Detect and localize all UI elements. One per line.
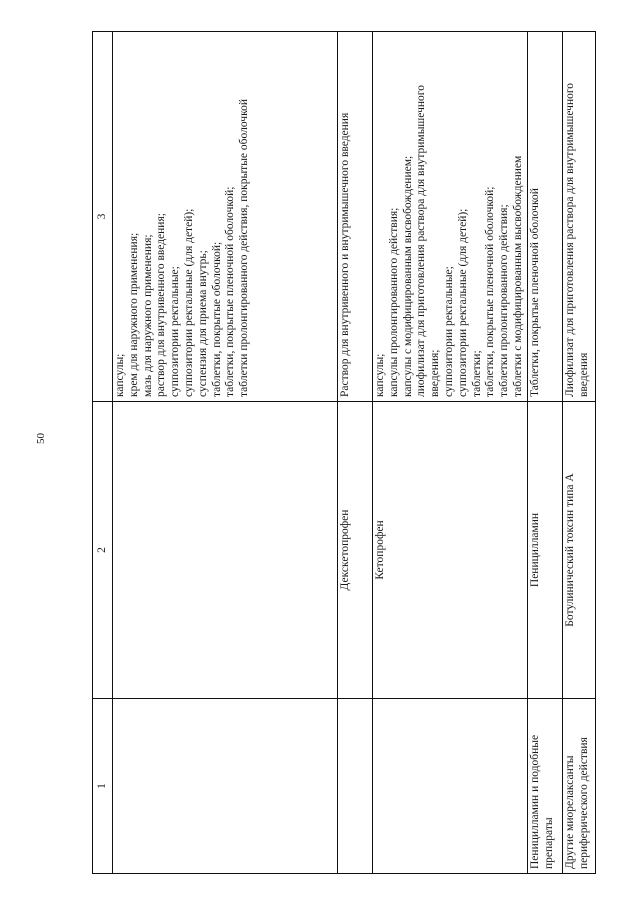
header-col-3: 3 (93, 32, 113, 402)
dosage-form: суппозитории ректальные; (169, 266, 182, 397)
header-col-1: 1 (93, 699, 113, 874)
table-row (373, 32, 528, 874)
dosage-form: крем для наружного применения; (127, 232, 140, 397)
dosage-form: Лиофилизат для приготовления раствора для внутримышечного введения (563, 82, 590, 397)
dosage-form: суппозитории ректальные (для детей); (182, 208, 195, 397)
dosage-form: капсулы пролонгированного действия; (387, 207, 400, 397)
dosage-form: суспензия для приема внутрь; (196, 250, 209, 397)
drug-name-cell (113, 402, 338, 699)
group-cell (338, 699, 373, 874)
dosage-form: таблетки, покрытые оболочкой; (210, 241, 223, 397)
dosage-form: лиофилизат для приготовления раствора для внутримышечного введения; (415, 85, 442, 397)
dosage-forms-cell (113, 32, 338, 402)
drug-name-cell: Ботулинический токсин типа А (562, 402, 595, 699)
dosage-forms-cell (338, 32, 373, 402)
table-row (338, 32, 373, 874)
dosage-form: капсулы; (114, 353, 126, 397)
dosage-form: суппозитории ректальные (для детей); (456, 208, 469, 397)
dosage-forms-cell (562, 32, 595, 402)
dosage-forms-cell (527, 32, 562, 402)
drug-name-cell: Кетопрофен (373, 402, 528, 699)
group-cell (373, 699, 528, 874)
dosage-form: таблетки пролонгированного действия; (498, 204, 511, 397)
dosage-forms-cell (373, 32, 528, 402)
dosage-form: капсулы с модифицированным высвобождением; (401, 155, 414, 397)
page-number: 50 (35, 433, 47, 444)
table-row (113, 32, 338, 874)
dosage-form: Раствор для внутривенного и внутримышечного введения (339, 112, 351, 397)
table-row (562, 32, 595, 874)
dosage-form: таблетки, покрытые пленочной оболочкой; (484, 186, 497, 397)
table-row (527, 32, 562, 874)
group-cell (113, 699, 338, 874)
header-col-2: 2 (93, 402, 113, 699)
drug-name-cell: Декскетопрофен (338, 402, 373, 699)
dosage-form: суппозитории ректальные; (442, 266, 455, 397)
dosage-form: раствор для внутривенного введения; (155, 213, 168, 397)
dosage-form: таблетки с модифицированным высвобождением (511, 155, 524, 397)
group-cell: Пеницилламин и подобные препараты (527, 699, 562, 874)
drug-name-cell: Пеницилламин (527, 402, 562, 699)
dosage-form: Таблетки, покрытые пленочной оболочкой (528, 188, 541, 397)
table-header-row (93, 32, 113, 874)
group-cell: Другие миорелаксанты периферического действия (562, 699, 595, 874)
dosage-form: капсулы; (374, 353, 386, 397)
dosage-form: таблетки пролонгированного действия, покрытые оболочкой (238, 99, 251, 397)
drug-table (92, 59, 590, 874)
dosage-form: таблетки, покрытые пленочной оболочкой; (224, 186, 237, 397)
dosage-form: мазь для наружного применения; (141, 234, 154, 397)
dosage-form: таблетки; (470, 350, 483, 397)
